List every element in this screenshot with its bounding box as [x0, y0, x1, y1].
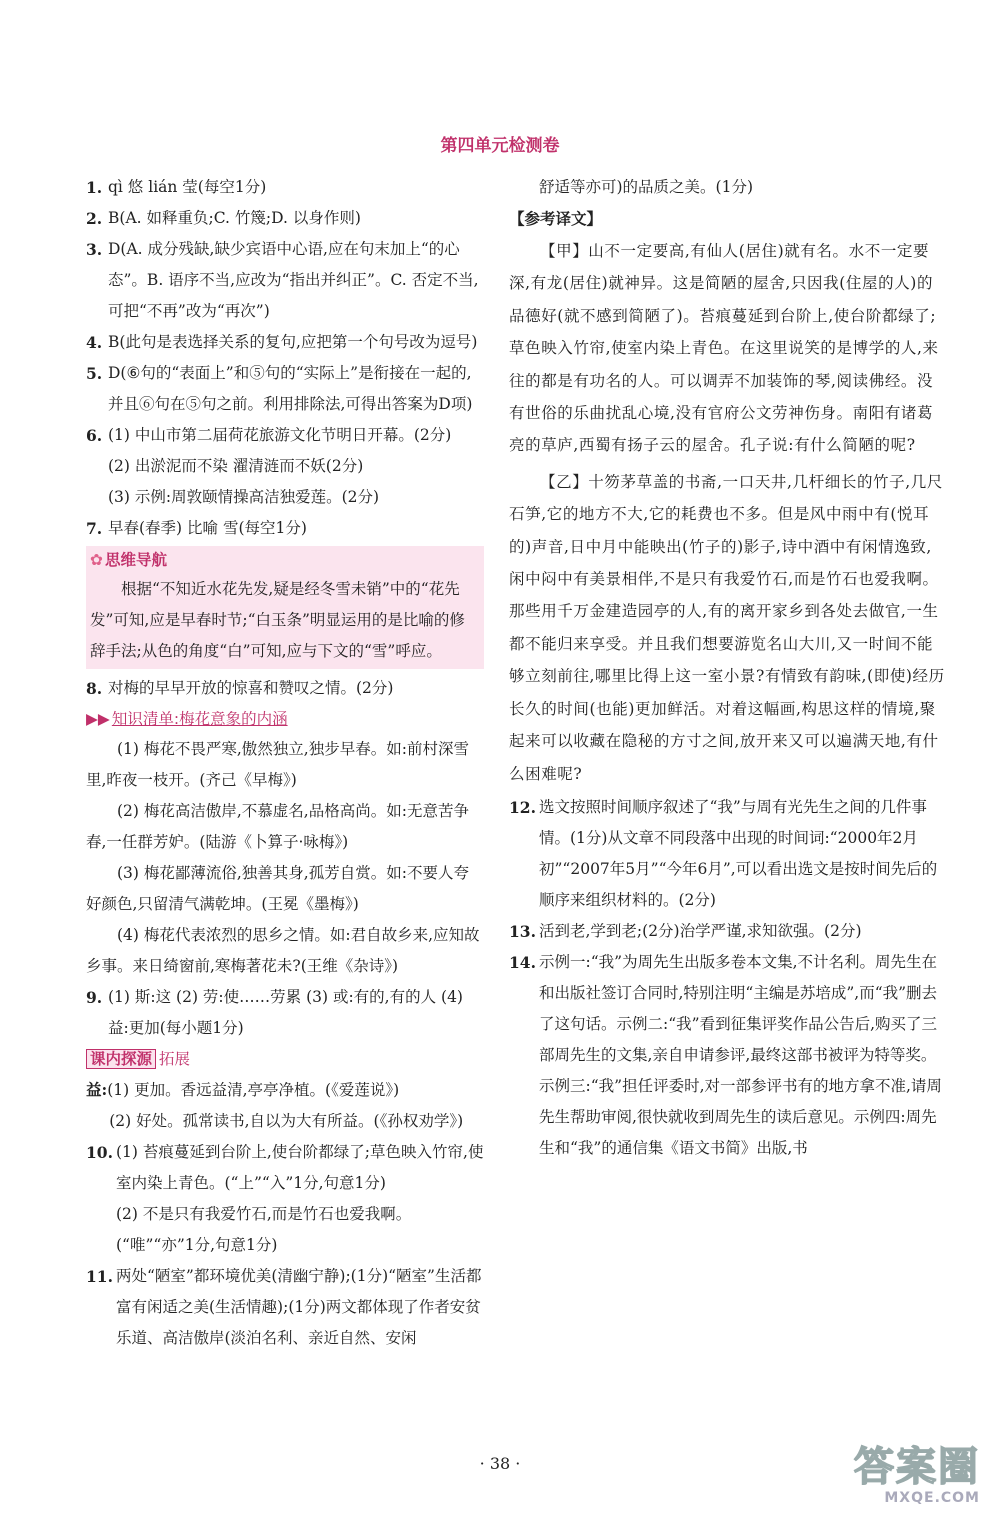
answer-number: 14.	[509, 952, 536, 972]
answer-number: 6.	[86, 426, 103, 445]
thinking-guide-header	[90, 546, 480, 574]
reference-translation-header: 【参考译文】	[509, 210, 603, 228]
answer-number: 4.	[86, 333, 103, 352]
explore-header	[86, 1046, 190, 1072]
answer-number: 13.	[509, 921, 536, 941]
answer-text: B(此句是表选择关系的复句,应把第一个句号改为逗号)	[108, 333, 478, 351]
answer-number: 10.	[86, 1143, 113, 1162]
answer-number: 11.	[86, 1267, 113, 1286]
answer-1	[86, 172, 484, 203]
answer-text: 选文按照时间顺序叙述了“我”与周有光先生之间的几件事情。(1分)从文章不同段落中出现的时间词:“2000年2月初”“2007年5月”“今年6月”,可以看出选文是按时间先后的顺序来组织材料的。(2分)	[539, 797, 938, 909]
answer-text: qì 悠 lián 莹(每空1分)	[108, 178, 267, 196]
explore-line: (2) 好处。孤常读书,自以为大有所益。(《孙权劝学》)	[109, 1112, 464, 1130]
answer-text: D(A. 成分残缺,缺少宾语中心语,应在句末加上“的心态”。B. 语序不当,应改为“指出并纠正”。C. 否定不当,可把“不再”改为“再次”)	[108, 240, 479, 320]
explore-extend-label: 拓展	[159, 1050, 191, 1068]
translation-yi: 【乙】十笏茅草盖的书斋,一口天井,几杆细长的竹子,几尺石笋,它的地方不大,它的耗费也不多。但是风中雨中有(悦耳的)声音,日中月中能映出(竹子的)影子,诗中酒中有闲情逸致,闲中闷中有美景相伴,不是只有我爱竹石,而是竹石也爱我啊。那些用千万金建造园亭的人,有的离开家乡到各处去做官,一生都不能归来享受。并且我们想要游览名山大川,又一时间不能够立刻前往,哪里比得上这一室小景?有情致有韵味,(即使)经历长久的时间(也能)更加鲜活。对着这幅画,构思这样的情境,聚起来可以收藏在隐秘的方寸之间,放开来又可以遍满天地,有什么困难呢?	[509, 472, 945, 783]
page-number: · 38 ·	[479, 1454, 521, 1473]
knowledge-item: (4) 梅花代表浓烈的思乡之情。如:君自故乡来,应知故乡事。来日绮窗前,寒梅著花未?(王维《杂诗》)	[86, 926, 480, 975]
answer-text: (1) 斯:这 (2) 劳:使……劳累 (3) 或:有的,有的人 (4) 益:更加(每小题1分)	[108, 988, 463, 1037]
answer-4	[86, 327, 484, 358]
knowledge-item: (2) 梅花高洁傲岸,不慕虚名,品格高尚。如:无意苦争春,一任群芳妒。(陆游《卜算子·咏梅》)	[86, 802, 469, 851]
answer-12	[509, 792, 945, 916]
watermark-main: 答案圈	[854, 1444, 980, 1490]
answer-11-continued: 舒适等亦可)的品质之美。(1分)	[539, 178, 754, 196]
star-icon: ✿	[90, 551, 103, 569]
answer-9	[86, 982, 484, 1044]
answer-text: B(A. 如释重负;C. 竹篾;D. 以身作则)	[108, 209, 361, 227]
answer-text: 两处“陋室”都环境优美(清幽宁静);(1分)“陋室”生活都富有闲适之美(生活情趣);(1分)两文都体现了作者安贫乐道、高洁傲岸(淡泊名利、亲近自然、安闲	[116, 1267, 482, 1347]
answer-number: 9.	[86, 988, 103, 1007]
answer-13	[509, 916, 945, 947]
answer-number: 2.	[86, 209, 103, 228]
explore-sense: (1) 更加。香远益清,亭亭净植。(《爱莲说》)	[107, 1081, 400, 1099]
double-arrow-icon: ▶▶	[86, 710, 110, 728]
answer-text: 活到老,学到老;(2分)治学严谨,求知欲强。(2分)	[539, 921, 862, 940]
thinking-guide-box	[86, 546, 484, 669]
thinking-guide-text: 根据“不知近水花先发,疑是经冬雪未销”中的“花先发”可知,应是早春时节;“白玉条”明显运用的是比喻的修辞手法;从色的角度“白”可知,应与下文的“雪”呼应。	[90, 580, 465, 660]
answer-line: (1) 中山市第二届荷花旅游文化节明日开幕。(2分)	[108, 426, 452, 444]
answer-14	[509, 947, 945, 1164]
answer-number: 1.	[86, 178, 103, 197]
answer-number: 8.	[86, 679, 103, 698]
right-column	[509, 172, 945, 1164]
answer-3	[86, 234, 484, 327]
left-column	[86, 172, 484, 1354]
answer-7	[86, 513, 484, 544]
answer-10	[86, 1137, 484, 1261]
knowledge-list-header	[86, 706, 288, 732]
answer-text: 早春(春季) 比喻 雪(每空1分)	[108, 519, 307, 537]
answer-number: 3.	[86, 240, 103, 259]
answer-6	[86, 420, 484, 513]
answer-text: 示例一:“我”为周先生出版多卷本文集,不计名利。周先生在和出版社签订合同时,特别注明“主编是苏培成”,而“我”删去了这句话。示例二:“我”看到征集评奖作品公告后,购买了三部周先生的文集,亲自申请参评,最终这部书被评为特等奖。示例三:“我”担任评委时,对一部参评书有的地方拿不准,请周先生帮助审阅,很快就收到周先生的读后意见。示例四:周先生和“我”的通信集《语文书简》出版,书	[539, 952, 942, 1157]
answer-2	[86, 203, 484, 234]
knowledge-item: (3) 梅花鄙薄流俗,独善其身,孤芳自赏。如:不要人夸好颜色,只留清气满乾坤。(王冕《墨梅》)	[86, 864, 469, 913]
explore-word: 益:	[86, 1080, 108, 1099]
watermark-url: MXQE.COM	[884, 1490, 980, 1506]
answer-line: (2) 不是只有我爱竹石,而是竹石也爱我啊。(“唯”“亦”1分,句意1分)	[116, 1205, 412, 1254]
answer-number: 7.	[86, 519, 103, 538]
thinking-guide-title: 思维导航	[105, 551, 168, 569]
watermark-logo	[830, 1444, 980, 1512]
page-title: 第四单元检测卷	[440, 136, 560, 156]
knowledge-list-title: 知识清单:梅花意象的内涵	[111, 710, 288, 728]
answer-11	[86, 1261, 484, 1354]
answer-line: (2) 出淤泥而不染 濯清涟而不妖(2分)	[108, 457, 364, 475]
knowledge-item: (1) 梅花不畏严寒,傲然独立,独步早春。如:前村深雪里,昨夜一枝开。(齐己《早梅》)	[86, 740, 469, 789]
answer-line: (1) 苔痕蔓延到台阶上,使台阶都绿了;草色映入竹帘,使室内染上青色。(“上”“入”1分,句意1分)	[116, 1143, 484, 1192]
answer-number: 12.	[509, 797, 536, 817]
answer-8	[86, 673, 484, 704]
translation-jia: 【甲】山不一定要高,有仙人(居住)就有名。水不一定要深,有龙(居住)就神异。这是简陋的屋舍,只因我(住屋的人)的品德好(就不感到简陋了)。苔痕蔓延到台阶上,使台阶都绿了;草色映入竹帘,使室内染上青色。在这里说笑的是博学的人,来往的都是有功名的人。可以调弄不加装饰的琴,阅读佛经。没有世俗的乐曲扰乱心境,没有官府公文劳神伤身。南阳有诸葛亮的草庐,西蜀有扬子云的屋舍。孔子说:有什么简陋的呢?	[509, 242, 939, 455]
answer-line: (3) 示例:周敦颐情操高洁独爱莲。(2分)	[108, 488, 380, 506]
answer-text: D(⑥句的“表面上”和⑤句的“实际上”是衔接在一起的,并且⑥句在⑤句之前。利用排除法,可得出答案为D项)	[108, 364, 473, 413]
answer-number: 5.	[86, 364, 103, 383]
answer-5	[86, 358, 484, 420]
explore-line	[86, 1074, 484, 1106]
explore-box-label: 课内探源	[86, 1049, 156, 1069]
answer-text: 对梅的早早开放的惊喜和赞叹之情。(2分)	[108, 679, 394, 697]
